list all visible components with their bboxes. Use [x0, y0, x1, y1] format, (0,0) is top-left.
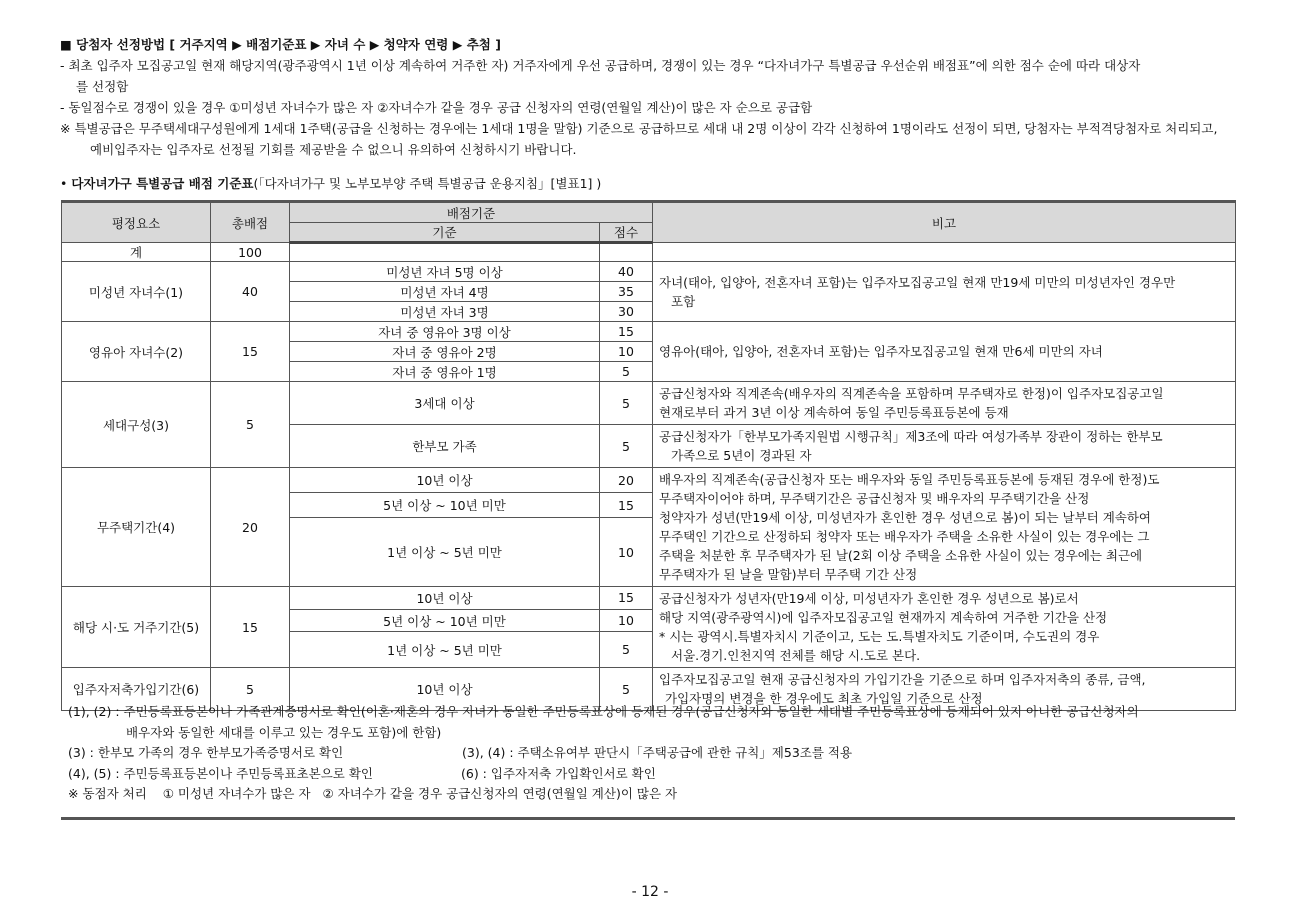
footnote-row-2 [68, 743, 1238, 764]
score-cell: 30 [600, 302, 653, 322]
table-row [62, 262, 1236, 282]
table-row [62, 587, 1236, 610]
total-cell: 15 [211, 587, 290, 668]
criteria-cell: 10년 이상 [290, 668, 600, 711]
footnotes [68, 702, 1238, 805]
header-factor: 평정요소 [62, 202, 211, 243]
header-score: 점수 [600, 223, 653, 243]
header-total: 총배점 [211, 202, 290, 243]
remarks-text: 청약자가 성년(만19세 이상, 미성년자가 혼인한 경우 성년으로 봄)이 되는 날부터 계속하여 [659, 510, 1151, 525]
remarks-text: 공급신청자가 성년자(만19세 이상, 미성년자가 혼인한 경우 성년으로 봄)로서 [659, 591, 1079, 606]
footnote-5: (6) : 입주자저축 가입확인서로 확인 [461, 765, 656, 781]
remarks-text: 공급신청자와 직계존속(배우자의 직계존속을 포함하며 무주택자로 한정)이 입주자모집공고일 [659, 386, 1164, 401]
criteria-cell: 미성년 자녀 4명 [290, 282, 600, 302]
remarks-text: 가족으로 5년이 경과된 자 [671, 448, 812, 463]
footnote-1-cont: 배우자와 동일한 세대를 이루고 있는 경우도 포함)에 한함) [126, 724, 442, 740]
scoring-table [61, 200, 1236, 711]
remarks-text: 해당 지역(광주광역시)에 입주자모집공고일 현재까지 계속하여 거주한 기간을 산정 [659, 610, 1108, 625]
score-cell: 20 [600, 468, 653, 493]
criteria-cell: 자녀 중 영유아 3명 이상 [290, 322, 600, 342]
section-bullet: • [60, 176, 68, 191]
footnote-4: (4), (5) : 주민등록표등본이나 주민등록표초본으로 확인 [68, 765, 373, 781]
bottom-rule [61, 817, 1235, 820]
factor-cell: 미성년 자녀수(1) [62, 262, 211, 322]
footnote-3: (3), (4) : 주택소유여부 판단시「주택공급에 관한 규칙」제53조를 적용 [462, 745, 853, 760]
remarks-text: * 시는 광역시.특별자치시 기준이고, 도는 도.특별자치도 기준이며, 수도권의 경우 [659, 629, 1100, 644]
criteria-cell: 1년 이상 ~ 5년 미만 [290, 632, 600, 668]
selection-line-3-cont: 예비입주자는 입주자로 선정될 기회를 제공받을 수 없으니 유의하여 신청하시기 바랍니다. [90, 142, 577, 157]
score-cell: 10 [600, 609, 653, 632]
criteria-cell: 한부모 가족 [290, 425, 600, 468]
criteria-cell: 1년 이상 ~ 5년 미만 [290, 518, 600, 587]
remarks-text: 포함 [671, 293, 696, 309]
criteria-cell: 5년 이상 ~ 10년 미만 [290, 493, 600, 518]
selection-method [60, 34, 1250, 160]
remarks-text: 배우자의 직계존속(공급신청자 또는 배우자와 동일 주민등록표등본에 등재된 경우에 한정)도 [659, 472, 1160, 487]
criteria-cell: 10년 이상 [290, 468, 600, 493]
score-cell: 15 [600, 322, 653, 342]
remarks-text: 공급신청자가「한부모가족지원법 시행규칙」제3조에 따라 여성가족부 장관이 정하는 한부모 [659, 429, 1163, 444]
remarks-text: 무주택자이어야 하며, 무주택기간은 공급신청자 및 배우자의 무주택기간을 산정 [659, 491, 1090, 506]
header-criteria: 기준 [290, 223, 600, 243]
total-cell: 5 [211, 382, 290, 468]
footnote-row-3 [68, 764, 1238, 785]
remarks-text: 무주택인 기간으로 산정하되 청약자 또는 배우자가 주택을 소유한 사실이 있는 경우에는 그 [659, 529, 1150, 544]
remarks-cell [653, 468, 1236, 587]
page-number: - 12 - [631, 884, 669, 900]
factor-cell: 영유아 자녀수(2) [62, 322, 211, 382]
footnote-tiebreak: ※ 동점자 처리 ① 미성년 자녀수가 많은 자 ② 자녀수가 같을 경우 공급신청자의 연령(연월일 계산)이 많은 자 [68, 786, 678, 801]
selection-line-2: - 동일점수로 경쟁이 있을 경우 ①미성년 자녀수가 많은 자 ②자녀수가 같을 경우 공급 신청자의 연령(연월일 계산)이 많은 자 순으로 공급함 [60, 100, 813, 115]
remarks-text: 주택을 처분한 후 무주택자가 된 날(2회 이상 주택을 소유한 사실이 있는 경우에는 최근에 [659, 548, 1143, 563]
remarks-text: 자녀(태아, 입양아, 전혼자녀 포함)는 입주자모집공고일 현재 만19세 미만의 미성년자인 경우만 [659, 274, 1176, 290]
criteria-cell: 5년 이상 ~ 10년 미만 [290, 609, 600, 632]
criteria-cell: 3세대 이상 [290, 382, 600, 425]
factor-cell: 해당 시·도 거주기간(5) [62, 587, 211, 668]
criteria-cell: 자녀 중 영유아 1명 [290, 362, 600, 382]
header-criteria-group: 배점기준 [290, 202, 653, 223]
remarks-cell [653, 425, 1236, 468]
score-cell: 5 [600, 425, 653, 468]
table-row [62, 382, 1236, 425]
table-row [62, 322, 1236, 342]
criteria-cell: 미성년 자녀 3명 [290, 302, 600, 322]
factor-cell: 입주자저축가입기간(6) [62, 668, 211, 711]
total-cell: 5 [211, 668, 290, 711]
sum-total: 100 [211, 243, 290, 262]
remarks-cell [653, 587, 1236, 668]
selection-line-1: - 최초 입주자 모집공고일 현재 해당지역(광주광역시 1년 이상 계속하여 거주한 자) 거주자에게 우선 공급하며, 경쟁이 있는 경우 “다자녀가구 특별공급 우선순위 배점표”에 의한 점수 순에 따라 대상자 [60, 58, 1141, 73]
total-cell: 40 [211, 262, 290, 322]
selection-line-3: ※ 특별공급은 무주택세대구성원에게 1세대 1주택(공급을 신청하는 경우에는 1세대 1명을 말함) 기준으로 공급하므로 세대 내 2명 이상이 각각 신청하여 1명이라도 선정이 되면, 당첨자는 부적격당첨자로 처리되고, [60, 121, 1218, 136]
remarks-text: 가입자명의 변경을 한 경우에도 최초 가입일 기준으로 산정 [665, 691, 983, 706]
score-cell: 10 [600, 518, 653, 587]
score-cell: 10 [600, 342, 653, 362]
remarks-text: 무주택자가 된 날을 말함)부터 무주택 기간 산정 [659, 567, 918, 582]
section-title-rest: (「다자녀가구 및 노부모부양 주택 특별공급 운용지침」[별표1] ) [253, 176, 602, 191]
remarks-cell [653, 262, 1236, 322]
criteria-cell: 10년 이상 [290, 587, 600, 610]
selection-heading: ■ 당첨자 선정방법 [ 거주지역 ▶ 배점기준표 ▶ 자녀 수 ▶ 청약자 연령 ▶ 추첨 ] [60, 37, 501, 52]
factor-cell: 세대구성(3) [62, 382, 211, 468]
score-cell: 5 [600, 362, 653, 382]
footnote-1: (1), (2) : 주민등록표등본이나 가족관계증명서로 확인(이혼·재혼의 경우 자녀가 동일한 주민등록표상에 등재된 경우(공급신청자와 동일한 세대별 주민등록표상에 등재되어 있지 아니한 공급신청자의 [68, 704, 1139, 719]
criteria-cell: 자녀 중 영유아 2명 [290, 342, 600, 362]
table-row-sum [62, 243, 1236, 262]
table-row [62, 468, 1236, 493]
remarks-text: 입주자모집공고일 현재 공급신청자의 가입기간을 기준으로 하며 입주자저축의 종류, 금액, [659, 672, 1146, 687]
criteria-cell: 미성년 자녀 5명 이상 [290, 262, 600, 282]
section-title-bold: 다자녀가구 특별공급 배점 기준표 [71, 176, 254, 191]
total-cell: 15 [211, 322, 290, 382]
selection-line-1-cont: 를 선정함 [76, 79, 129, 94]
header-remarks: 비고 [653, 202, 1236, 243]
score-cell: 5 [600, 668, 653, 711]
total-cell: 20 [211, 468, 290, 587]
score-cell: 5 [600, 382, 653, 425]
remarks-text: 현재로부터 과거 3년 이상 계속하여 동일 주민등록표등본에 등재 [659, 405, 1009, 420]
remarks-cell: 영유아(태아, 입양아, 전혼자녀 포함)는 입주자모집공고일 현재 만6세 미만의 자녀 [653, 322, 1236, 382]
score-cell: 15 [600, 587, 653, 610]
score-cell: 35 [600, 282, 653, 302]
sum-label: 계 [62, 243, 211, 262]
factor-cell: 무주택기간(4) [62, 468, 211, 587]
score-cell: 5 [600, 632, 653, 668]
remarks-text: 서울.경기.인천지역 전체를 해당 시.도로 본다. [671, 648, 921, 663]
footnote-2: (3) : 한부모 가족의 경우 한부모가족증명서로 확인 [68, 745, 344, 760]
score-cell: 40 [600, 262, 653, 282]
section-title [60, 174, 601, 192]
score-cell: 15 [600, 493, 653, 518]
remarks-cell [653, 382, 1236, 425]
